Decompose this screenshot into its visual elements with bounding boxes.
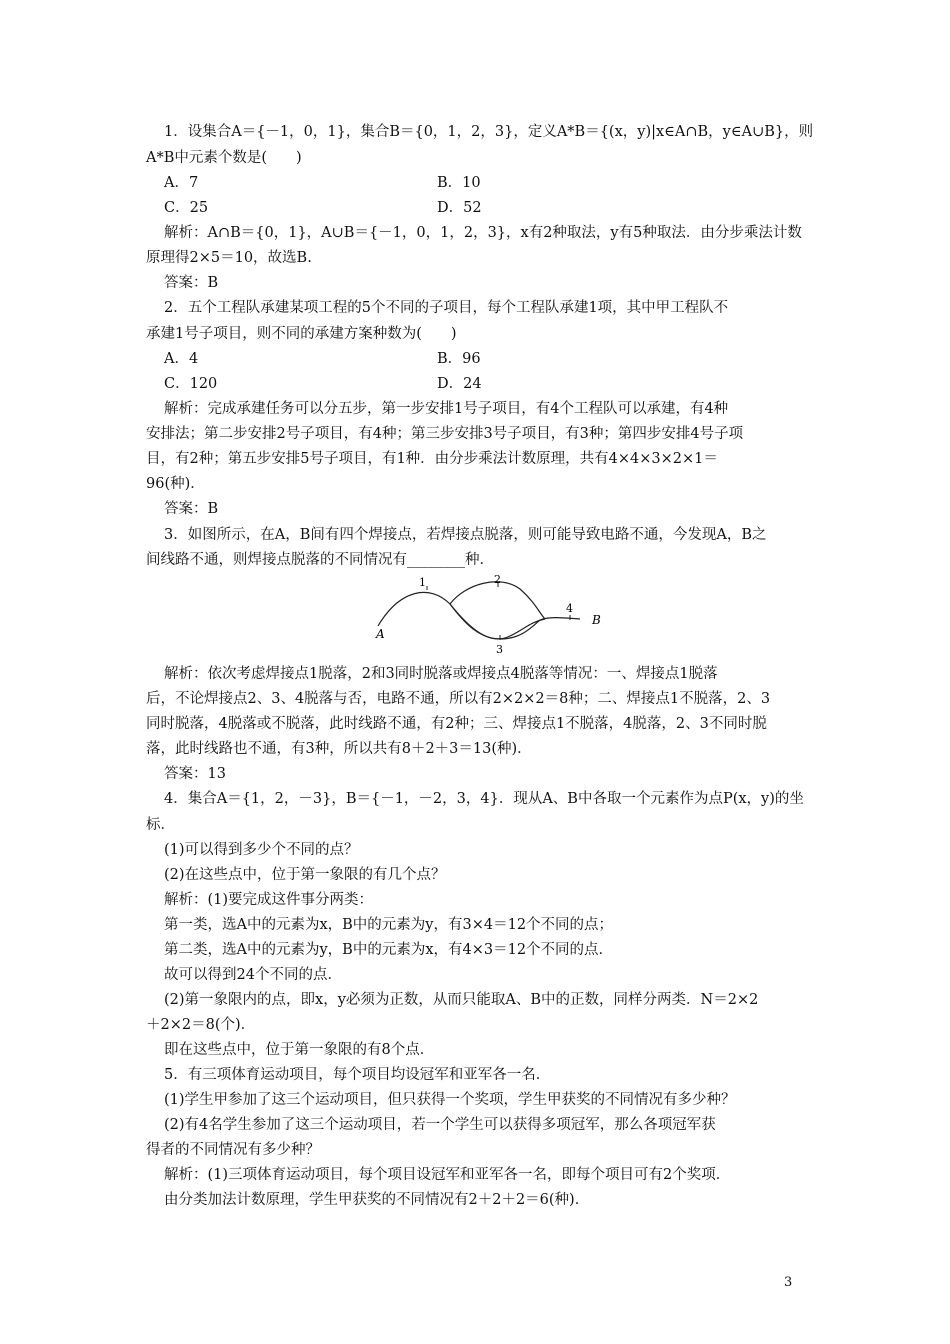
q2-option-d: D．24 [437,376,482,392]
q4-analysis-line7: 即在这些点中，位于第一象限的有8个点． [164,1042,435,1058]
q5-analysis-line1: 解析：(1)三项体育运动项目，每个项目设冠军和亚军各一名，即每个项目可有2个奖项． [164,1167,731,1183]
q4-analysis-line2: 第一类，选A中的元素为x，B中的元素为y，有3×4＝12个不同的点； [164,917,614,933]
q3-analysis-line4: 落，此时线路也不通，有3种，所以共有8＋2＋3＝13(种)． [146,741,532,757]
q3-analysis-line2: 后，不论焊接点2、3、4脱落与否，电路不通，所以有2×2×2＝8种；二、焊接点1不脱落，2、3 [146,691,771,707]
q5-sub-question-1: (1)学生甲参加了这三个运动项目，但只获得一个奖项，学生甲获奖的不同情况有多少种？ [164,1092,736,1108]
q4-sub-question-2: (2)在这些点中，位于第一象限的有几个点？ [164,867,446,883]
label-a: A [376,627,385,641]
q4-stem-line2: 标． [146,817,175,833]
q2-stem-line2: 承建1号子项目，则不同的承建方案种数为( ) [146,326,457,342]
q3-stem-line1: 3．如图所示，在A，B间有四个焊接点，若焊接点脱落，则可能导致电路不通，今发现A，B之 [164,527,767,543]
q4-stem-line1: 4．集合A＝{1，2，－3}，B＝{－1，－2，3，4}．现从A、B中各取一个元素作为点P(x，y)的坐 [164,791,804,807]
q1-option-c: C．25 [164,200,209,216]
label-point-3: 3 [496,643,503,656]
label-point-4: 4 [566,602,573,615]
circuit-diagram [370,574,610,656]
q1-analysis-line1: 解析：A∩B＝{0，1}，A∪B＝{－1，0，1，2，3}，x有2种取法，y有5种取法．由分步乘法计数 [164,225,802,241]
q5-analysis-line2: 由分类加法计数原理，学生甲获奖的不同情况有2＋2＋2＝6(种)． [164,1192,590,1208]
q5-sub-question-2-line2: 得者的不同情况有多少种？ [146,1142,320,1158]
q1-answer: 答案：B [164,275,219,291]
q3-answer: 答案：13 [164,766,226,782]
q1-stem-line2: A*B中元素个数是( ) [146,150,302,166]
label-point-2: 2 [494,574,501,586]
q4-analysis-line4: 故可以得到24个不同的点． [164,967,342,983]
q1-option-b: B．10 [437,175,481,191]
q1-analysis-line2: 原理得2×5＝10，故选B. [146,250,312,266]
q2-analysis-line2: 安排法；第二步安排2号子项目，有4种；第三步安排3号子项目，有3种；第四步安排4号子项 [146,426,744,442]
q5-sub-question-2-line1: (2)有4名学生参加了这三个运动项目，若一个学生可以获得多项冠军，那么各项冠军获 [164,1117,716,1133]
q5-stem: 5．有三项体育运动项目，每个项目均设冠军和亚军各一名． [164,1067,551,1083]
q3-analysis-line1: 解析：依次考虑焊接点1脱落，2和3同时脱落或焊接点4脱落等情况：一、焊接点1脱落 [164,666,718,682]
q2-analysis-line1: 解析：完成承建任务可以分五步，第一步安排1号子项目，有4个工程队可以承建，有4种 [164,401,729,417]
q4-sub-question-1: (1)可以得到多少个不同的点？ [164,842,359,858]
q2-option-b: B．96 [437,351,481,367]
q1-option-a: A．7 [164,175,199,191]
q4-analysis-line3: 第二类，选A中的元素为y，B中的元素为x，有4×3＝12个不同的点． [164,942,614,958]
q4-analysis-line5: (2)第一象限内的点，即x，y必须为正数，从而只能取A、B中的正数，同样分两类．N＝2×2 [164,992,759,1008]
q1-stem-line1: 1．设集合A＝{－1，0，1}，集合B＝{0，1，2，3}，定义A*B＝{(x，y)|x∈A∩B，y∈A∪B}，则 [164,124,814,140]
q3-analysis-line3: 同时脱落，4脱落或不脱落，此时线路不通，有2种；三、焊接点1不脱落，4脱落，2、3不同时脱 [146,716,767,732]
q3-stem-line2: 间线路不通，则焊接点脱落的不同情况有________种． [146,552,494,568]
circuit-lower-wire [450,582,545,639]
q2-analysis-line3: 目，有2种；第五步安排5号子项目，有1种．由分步乘法计数原理，共有4×4×3×2×1＝ [146,451,718,467]
q2-analysis-line4: 96(种)． [146,476,205,492]
q2-answer: 答案：B [164,501,219,517]
page-number: 3 [784,1275,793,1290]
q4-analysis-line1: 解析：(1)要完成这件事分两类： [164,892,374,908]
q4-analysis-line6: ＋2×2＝8(个)． [146,1017,256,1033]
q2-option-a: A．4 [164,351,199,367]
q2-option-c: C．120 [164,376,218,392]
label-b: B [592,613,601,627]
label-point-1: 1 [419,576,426,589]
q1-option-d: D．52 [437,200,482,216]
q2-stem-line1: 2．五个工程队承建某项工程的5个不同的子项目，每个工程队承建1项，其中甲工程队不 [164,300,729,316]
